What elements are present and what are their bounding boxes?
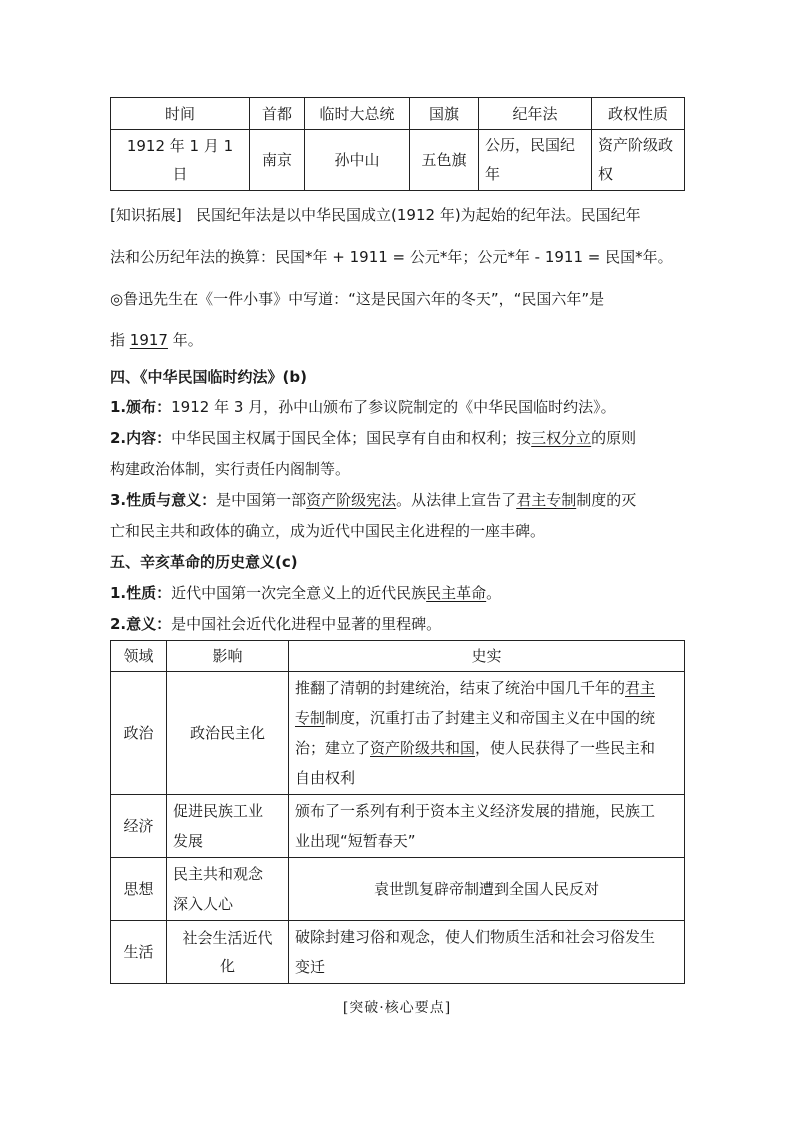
impact-line: 深入人心 <box>173 895 234 913</box>
cell-impact <box>167 795 289 858</box>
point-label: 2.内容： <box>110 429 172 447</box>
knowledge-line4-post: 年。 <box>167 331 203 349</box>
fact-line <box>295 673 678 703</box>
cell-impact <box>167 858 289 921</box>
point-label: 1.颁布： <box>110 398 172 416</box>
table-row <box>111 795 685 858</box>
section-footer-label: [突破·核心要点] <box>342 1000 452 1016</box>
underlined-term: 君主 <box>625 679 656 697</box>
cell-facts <box>289 672 685 795</box>
point-label: 1.性质： <box>110 584 172 602</box>
section-4-point-3-cont: 亡和民主共和政体的确立，成为近代中国民主化进程的一座丰碑。 <box>110 522 546 540</box>
section-5-title: 五、辛亥革命的历史意义(c) <box>110 553 298 571</box>
fact-line <box>295 703 678 733</box>
cell-impact <box>167 921 289 984</box>
cell-nature <box>592 130 685 191</box>
cell-flag: 五色旗 <box>410 130 479 191</box>
header-facts: 史实 <box>289 641 685 672</box>
header-nature: 政权性质 <box>592 98 685 130</box>
table-header-row <box>111 641 685 672</box>
cell-capital: 南京 <box>250 130 305 191</box>
knowledge-tag: [知识拓展] <box>110 206 182 224</box>
cell-calendar-line1: 公历，民国纪 <box>485 136 576 154</box>
header-capital: 首都 <box>250 98 305 130</box>
impact-line: 社会生活近代 <box>182 929 273 947</box>
point-text: 。从法律上宣告了 <box>396 491 517 509</box>
section-4-point-3 <box>110 489 686 510</box>
cell-impact: 政治民主化 <box>167 672 289 795</box>
cell-facts <box>289 921 685 984</box>
header-calendar: 纪年法 <box>479 98 592 130</box>
section-5-point-1 <box>110 582 686 603</box>
point-text: 近代中国第一次完全意义上的近代民族 <box>171 584 427 602</box>
cell-time: 1912 年 1 月 1 日 <box>111 130 250 191</box>
impact-line: 促进民族工业 <box>173 802 264 820</box>
table-row <box>111 858 685 921</box>
impact-line: 化 <box>219 957 235 975</box>
fact-line: 颁布了一系列有利于资本主义经济发展的措施，民族工 <box>295 802 656 820</box>
fact-text: ，使人民获得了一些民主和 <box>475 739 656 757</box>
underlined-term: 资产阶级共和国 <box>370 739 476 757</box>
section-4-point-1 <box>110 396 686 417</box>
point-text: 1912 年 3 月，孙中山颁布了参议院制定的《中华民国临时约法》。 <box>171 398 616 416</box>
table-row <box>111 672 685 795</box>
fact-text: 制度，沉重打击了封建主义和帝国主义在中国的统 <box>325 709 656 727</box>
government-info-table <box>110 97 685 191</box>
point-text: 的原则 <box>591 429 637 447</box>
fact-line: 自由权利 <box>295 769 356 787</box>
point-label: 2.意义： <box>110 615 172 633</box>
cell-facts: 袁世凯复辟帝制遭到全国人民反对 <box>289 858 685 921</box>
fact-line: 变迁 <box>295 958 326 976</box>
header-time: 时间 <box>111 98 250 130</box>
fact-line <box>295 733 678 763</box>
point-text: 是中国社会近代化进程中显著的里程碑。 <box>171 615 442 633</box>
cell-president: 孙中山 <box>305 130 410 191</box>
impact-line: 民主共和观念 <box>173 865 264 883</box>
fact-text: 推翻了清朝的封建统治，结束了统治中国几千年的 <box>295 679 626 697</box>
table-header-row <box>111 98 685 130</box>
section-4-title: 四、《中华民国临时约法》(b) <box>110 368 307 386</box>
knowledge-year-1917: 1917 <box>129 331 168 349</box>
point-text: 。 <box>486 584 502 602</box>
impact-line: 发展 <box>173 832 204 850</box>
section-4-point-2-cont: 构建政治体制，实行责任内阁制等。 <box>110 460 351 478</box>
knowledge-line-4 <box>110 329 686 350</box>
fact-line: 破除封建习俗和观念，使人们物质生活和社会习俗发生 <box>295 928 656 946</box>
cell-field: 生活 <box>111 921 167 984</box>
cell-nature-line1: 资产阶级政 <box>598 136 674 154</box>
cell-calendar-line2: 年 <box>485 165 501 183</box>
point-label: 3.性质与意义： <box>110 491 217 509</box>
cell-field: 思想 <box>111 858 167 921</box>
knowledge-line-3: ◎鲁迅先生在《一件小事》中写道：“这是民国六年的冬天”，“民国六年”是 <box>110 290 605 308</box>
knowledge-line4-pre: 指 <box>110 331 130 349</box>
fact-line: 业出现“短暂春天” <box>295 832 416 850</box>
header-impact: 影响 <box>167 641 289 672</box>
point-text: 是中国第一部 <box>216 491 307 509</box>
point-text: 制度的灭 <box>576 491 637 509</box>
table-row <box>111 130 685 191</box>
cell-nature-line2: 权 <box>598 165 614 183</box>
knowledge-text-1: 民国纪年法是以中华民国成立(1912 年)为起始的纪年法。民国纪年 <box>196 206 641 224</box>
underlined-term: 三权分立 <box>531 429 592 447</box>
underlined-term: 民主革命 <box>426 584 487 602</box>
section-4-point-2 <box>110 427 686 448</box>
header-flag: 国旗 <box>410 98 479 130</box>
underlined-term: 专制 <box>295 709 326 727</box>
knowledge-line-2: 法和公历纪年法的换算：民国*年 + 1911 = 公元*年；公元*年 - 1911 = 民国*年。 <box>110 248 673 266</box>
section-5-point-2 <box>110 613 686 634</box>
cell-facts <box>289 795 685 858</box>
underlined-term: 资产阶级宪法 <box>306 491 397 509</box>
table-row <box>111 921 685 984</box>
header-field: 领域 <box>111 641 167 672</box>
cell-field: 经济 <box>111 795 167 858</box>
header-president: 临时大总统 <box>305 98 410 130</box>
point-text: 中华民国主权属于国民全体；国民享有自由和权利；按 <box>171 429 532 447</box>
cell-field: 政治 <box>111 672 167 795</box>
significance-table <box>110 640 685 984</box>
cell-calendar <box>479 130 592 191</box>
knowledge-line-1 <box>110 204 686 225</box>
underlined-term: 君主专制 <box>516 491 577 509</box>
fact-text: 治；建立了 <box>295 739 371 757</box>
